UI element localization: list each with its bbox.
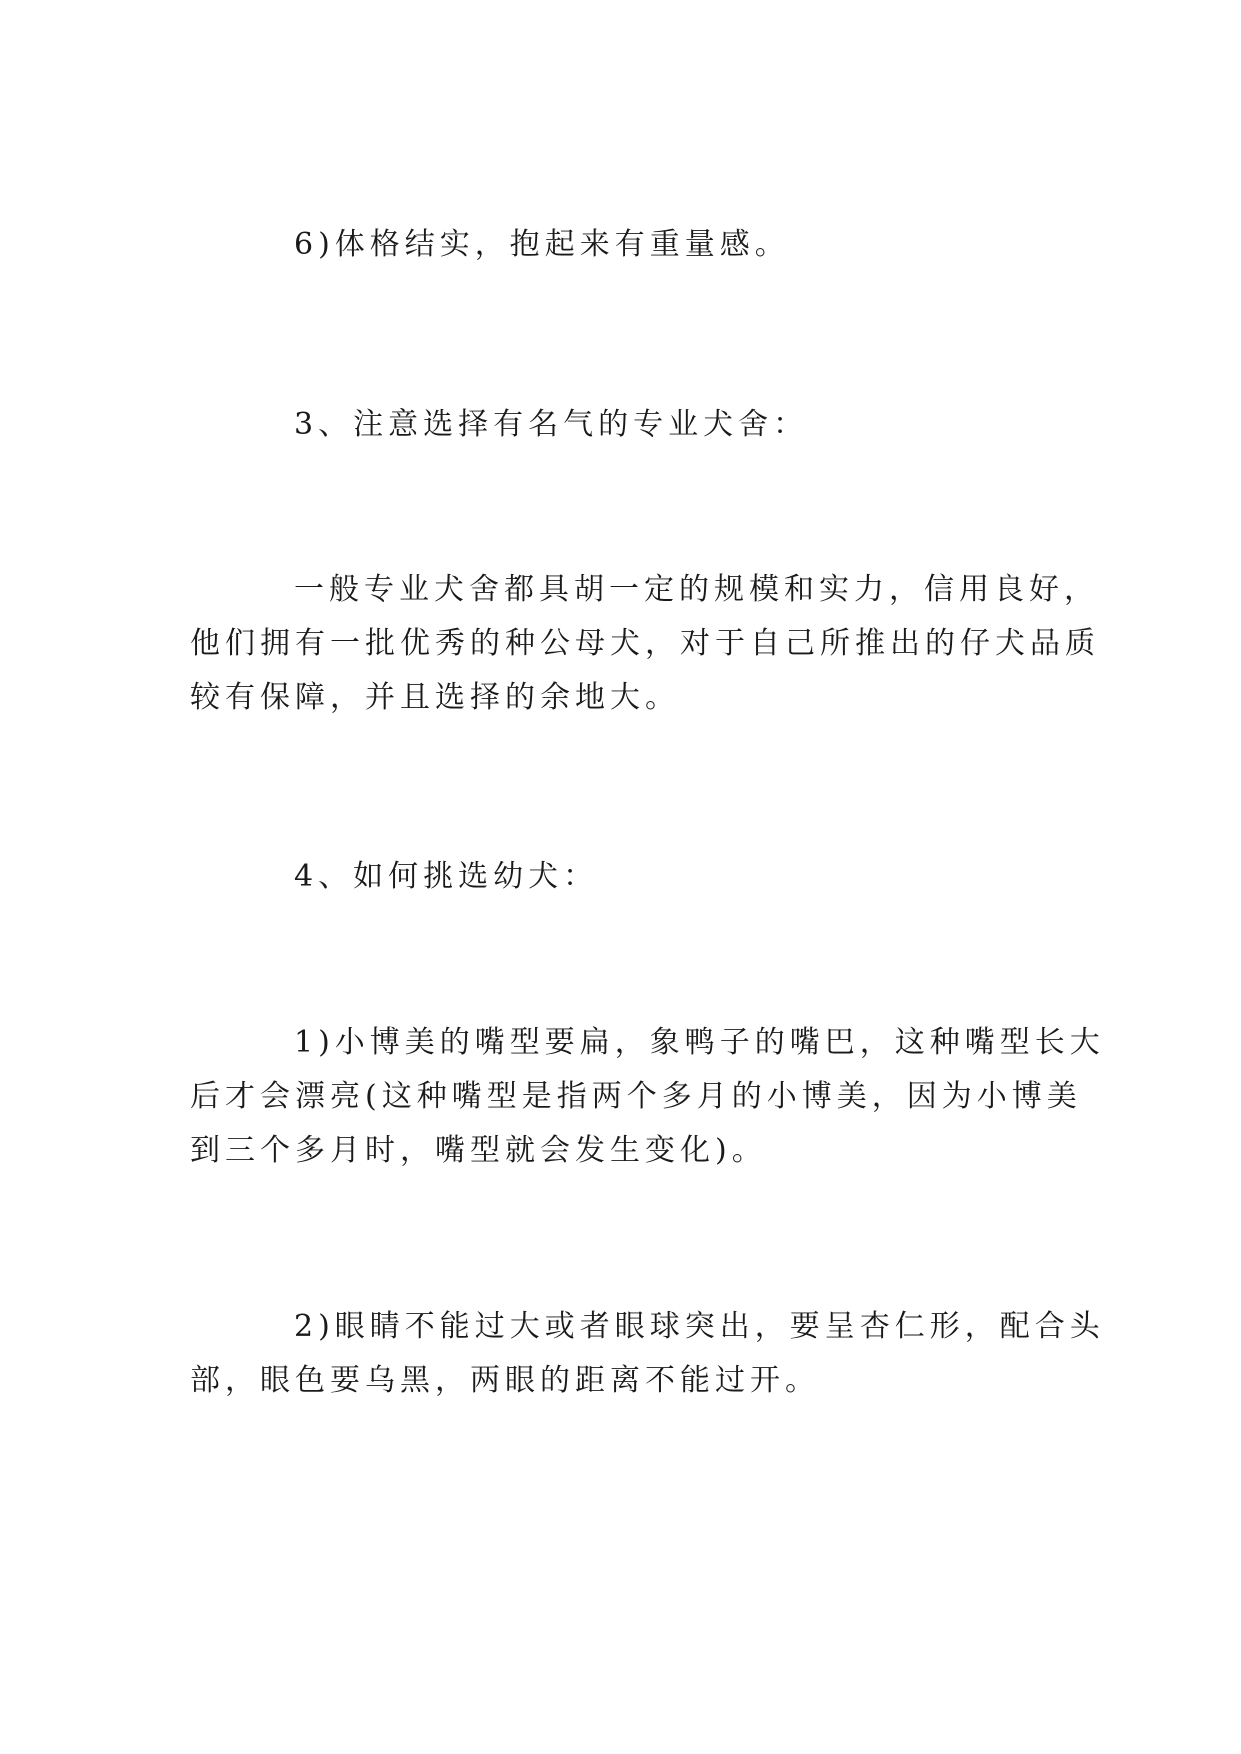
heading-choose-puppy: [190, 850, 1070, 904]
paragraph-line: 3、注意选择有名气的专业犬舍：: [294, 407, 809, 442]
paragraph-line: 一般专业犬舍都具胡一定的规模和实力，信用良好，: [294, 572, 1099, 607]
paragraph-mouth-shape: [190, 1016, 1105, 1178]
paragraph-line: 部，眼色要乌黑，两眼的距离不能过开。: [190, 1363, 820, 1398]
paragraph-line: 2)眼睛不能过大或者眼球突出，要呈杏仁形，配合头: [294, 1309, 1105, 1344]
paragraph-line: 他们拥有一批优秀的种公母犬，对于自己所推出的仔犬品质: [190, 626, 1100, 661]
paragraph-line: 6)体格结实，抱起来有重量感。: [294, 227, 790, 262]
paragraph-line: 后才会漂亮(这种嘴型是指两个多月的小博美，因为小博美: [190, 1079, 1082, 1114]
heading-choose-kennel: [190, 398, 1070, 452]
paragraph-body-build: [190, 218, 1070, 272]
paragraph-eyes: [190, 1300, 1105, 1408]
paragraph-kennel-description: [190, 563, 1100, 725]
paragraph-line: 较有保障，并且选择的余地大。: [190, 680, 680, 715]
paragraph-line: 到三个多月时，嘴型就会发生变化)。: [190, 1133, 767, 1168]
paragraph-line: 1)小博美的嘴型要扁，象鸭子的嘴巴，这种嘴型长大: [294, 1025, 1105, 1060]
paragraph-line: 4、如何挑选幼犬：: [294, 859, 599, 894]
